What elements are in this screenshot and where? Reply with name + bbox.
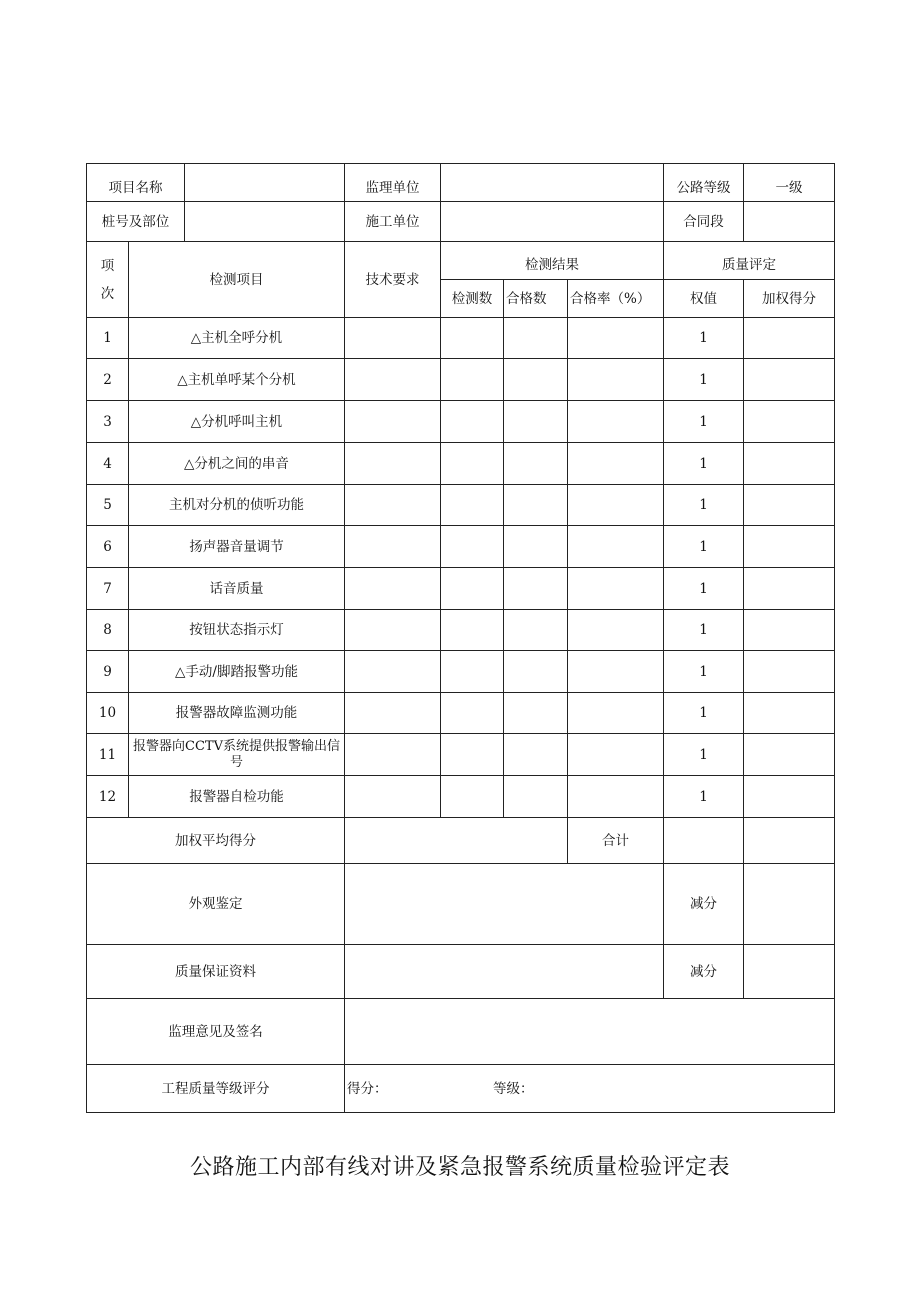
grade-eval-label: 工程质量等级评分 (87, 1065, 345, 1113)
table-row (87, 734, 835, 776)
row-rate[interactable] (568, 526, 664, 568)
row-rate[interactable] (568, 401, 664, 443)
row-no: 7 (87, 568, 129, 610)
row-tech-req[interactable] (345, 610, 441, 651)
row-count[interactable] (441, 526, 504, 568)
row-no: 9 (87, 651, 129, 693)
table-row (87, 693, 835, 734)
row-score[interactable] (744, 443, 835, 485)
result-header: 检测结果 (441, 242, 664, 280)
row-pass[interactable] (504, 443, 568, 485)
row-count[interactable] (441, 568, 504, 610)
table-row (87, 610, 835, 651)
row-rate[interactable] (568, 359, 664, 401)
row-weight: 1 (664, 568, 744, 610)
row-count[interactable] (441, 610, 504, 651)
row-tech-req[interactable] (345, 318, 441, 359)
table-row (87, 485, 835, 526)
row-tech-req[interactable] (345, 734, 441, 776)
row-rate[interactable] (568, 776, 664, 818)
row-count[interactable] (441, 485, 504, 526)
table-row (87, 651, 835, 693)
item-no-header (87, 242, 129, 318)
table-row (87, 526, 835, 568)
appearance-field[interactable] (345, 864, 664, 945)
row-weight: 1 (664, 526, 744, 568)
row-tech-req[interactable] (345, 401, 441, 443)
supervisor-field[interactable] (441, 164, 664, 202)
station-field[interactable] (185, 202, 345, 242)
row-tech-req[interactable] (345, 568, 441, 610)
road-grade-value[interactable]: 一级 (744, 164, 835, 202)
row-pass[interactable] (504, 318, 568, 359)
row-score[interactable] (744, 734, 835, 776)
row-item: 主机对分机的侦听功能 (129, 485, 345, 526)
total-extra-field[interactable] (744, 818, 835, 864)
item-header: 检测项目 (129, 242, 345, 318)
supervisor-label: 监理单位 (345, 164, 441, 202)
row-rate[interactable] (568, 485, 664, 526)
row-pass[interactable] (504, 651, 568, 693)
row-no: 6 (87, 526, 129, 568)
row-item: 话音质量 (129, 568, 345, 610)
row-score[interactable] (744, 526, 835, 568)
row-score[interactable] (744, 776, 835, 818)
row-count[interactable] (441, 651, 504, 693)
row-no: 11 (87, 734, 129, 776)
row-no: 12 (87, 776, 129, 818)
row-weight: 1 (664, 485, 744, 526)
row-pass[interactable] (504, 485, 568, 526)
row-item: 报警器故障监测功能 (129, 693, 345, 734)
project-name-label: 项目名称 (87, 164, 185, 202)
count-header: 检测数 (441, 280, 504, 318)
table-row (87, 776, 835, 818)
weighted-avg-field[interactable] (345, 818, 568, 864)
row-rate[interactable] (568, 651, 664, 693)
row-weight: 1 (664, 401, 744, 443)
qa-docs-label: 质量保证资料 (87, 945, 345, 999)
row-score[interactable] (744, 693, 835, 734)
row-score[interactable] (744, 651, 835, 693)
item-no-header-line2: 次 (100, 285, 115, 302)
row-rate[interactable] (568, 318, 664, 359)
total-label: 合计 (568, 818, 664, 864)
row-weight: 1 (664, 318, 744, 359)
page-title: 公路施工内部有线对讲及紧急报警系统质量检验评定表 (189, 1155, 730, 1180)
construction-field[interactable] (441, 202, 664, 242)
row-rate[interactable] (568, 734, 664, 776)
supervisor-opinion-field[interactable] (345, 999, 835, 1065)
row-score[interactable] (744, 568, 835, 610)
row-weight: 1 (664, 776, 744, 818)
weighted-avg-label: 加权平均得分 (87, 818, 345, 864)
row-weight: 1 (664, 734, 744, 776)
row-tech-req[interactable] (345, 526, 441, 568)
row-count[interactable] (441, 359, 504, 401)
row-score[interactable] (744, 318, 835, 359)
supervisor-opinion-label: 监理意见及签名 (87, 999, 345, 1065)
row-count[interactable] (441, 693, 504, 734)
table-row (87, 443, 835, 485)
grade-eval-field[interactable] (345, 1065, 835, 1113)
table-row (87, 359, 835, 401)
row-tech-req[interactable] (345, 359, 441, 401)
row-score[interactable] (744, 359, 835, 401)
table-row (87, 401, 835, 443)
row-tech-req[interactable] (345, 485, 441, 526)
row-pass[interactable] (504, 568, 568, 610)
row-tech-req[interactable] (345, 443, 441, 485)
row-item: 报警器自检功能 (129, 776, 345, 818)
deduct-label-2: 减分 (664, 945, 744, 999)
row-item: 按钮状态指示灯 (129, 610, 345, 651)
total-field[interactable] (664, 818, 744, 864)
table-row (87, 318, 835, 359)
level-label: 等级： (493, 1080, 534, 1097)
row-no: 10 (87, 693, 129, 734)
row-item: △分机之间的串音 (129, 443, 345, 485)
quality-header: 质量评定 (664, 242, 835, 280)
row-score[interactable] (744, 485, 835, 526)
row-pass[interactable] (504, 693, 568, 734)
rate-header: 合格率（%） (568, 280, 664, 318)
score-label: 得分： (347, 1080, 388, 1097)
row-pass[interactable] (504, 610, 568, 651)
quality-inspection-table (86, 163, 835, 1113)
table-row (87, 568, 835, 610)
row-weight: 1 (664, 651, 744, 693)
row-item: △主机全呼分机 (129, 318, 345, 359)
row-count[interactable] (441, 776, 504, 818)
row-item: △主机单呼某个分机 (129, 359, 345, 401)
row-no: 8 (87, 610, 129, 651)
row-count[interactable] (441, 734, 504, 776)
weight-header: 权值 (664, 280, 744, 318)
row-rate[interactable] (568, 693, 664, 734)
project-name-field[interactable] (185, 164, 345, 202)
row-weight: 1 (664, 610, 744, 651)
row-no: 4 (87, 443, 129, 485)
row-count[interactable] (441, 318, 504, 359)
row-pass[interactable] (504, 526, 568, 568)
pass-header: 合格数 (504, 280, 568, 318)
row-rate[interactable] (568, 443, 664, 485)
construction-label: 施工单位 (345, 202, 441, 242)
appearance-label: 外观鉴定 (87, 864, 345, 945)
row-weight: 1 (664, 359, 744, 401)
deduct-field-1[interactable] (744, 864, 835, 945)
row-item: △手动/脚踏报警功能 (129, 651, 345, 693)
row-weight: 1 (664, 443, 744, 485)
row-score[interactable] (744, 610, 835, 651)
contract-label: 合同段 (664, 202, 744, 242)
row-item: △分机呼叫主机 (129, 401, 345, 443)
station-label: 桩号及部位 (87, 202, 185, 242)
row-pass[interactable] (504, 734, 568, 776)
row-count[interactable] (441, 443, 504, 485)
row-tech-req[interactable] (345, 651, 441, 693)
row-no: 1 (87, 318, 129, 359)
row-no: 5 (87, 485, 129, 526)
row-rate[interactable] (568, 568, 664, 610)
row-tech-req[interactable] (345, 693, 441, 734)
row-rate[interactable] (568, 610, 664, 651)
row-item: 扬声器音量调节 (129, 526, 345, 568)
row-tech-req[interactable] (345, 776, 441, 818)
contract-field[interactable] (744, 202, 835, 242)
deduct-field-2[interactable] (744, 945, 835, 999)
row-no: 3 (87, 401, 129, 443)
item-no-header-line1: 项 (100, 257, 115, 274)
tech-req-header: 技术要求 (345, 242, 441, 318)
row-item: 报警器向CCTV系统提供报警输出信号 (129, 734, 345, 776)
row-pass[interactable] (504, 359, 568, 401)
score-header: 加权得分 (744, 280, 835, 318)
row-count[interactable] (441, 401, 504, 443)
road-grade-label: 公路等级 (664, 164, 744, 202)
row-score[interactable] (744, 401, 835, 443)
row-weight: 1 (664, 693, 744, 734)
row-no: 2 (87, 359, 129, 401)
deduct-label-1: 减分 (664, 864, 744, 945)
qa-docs-field[interactable] (345, 945, 664, 999)
row-pass[interactable] (504, 776, 568, 818)
row-pass[interactable] (504, 401, 568, 443)
